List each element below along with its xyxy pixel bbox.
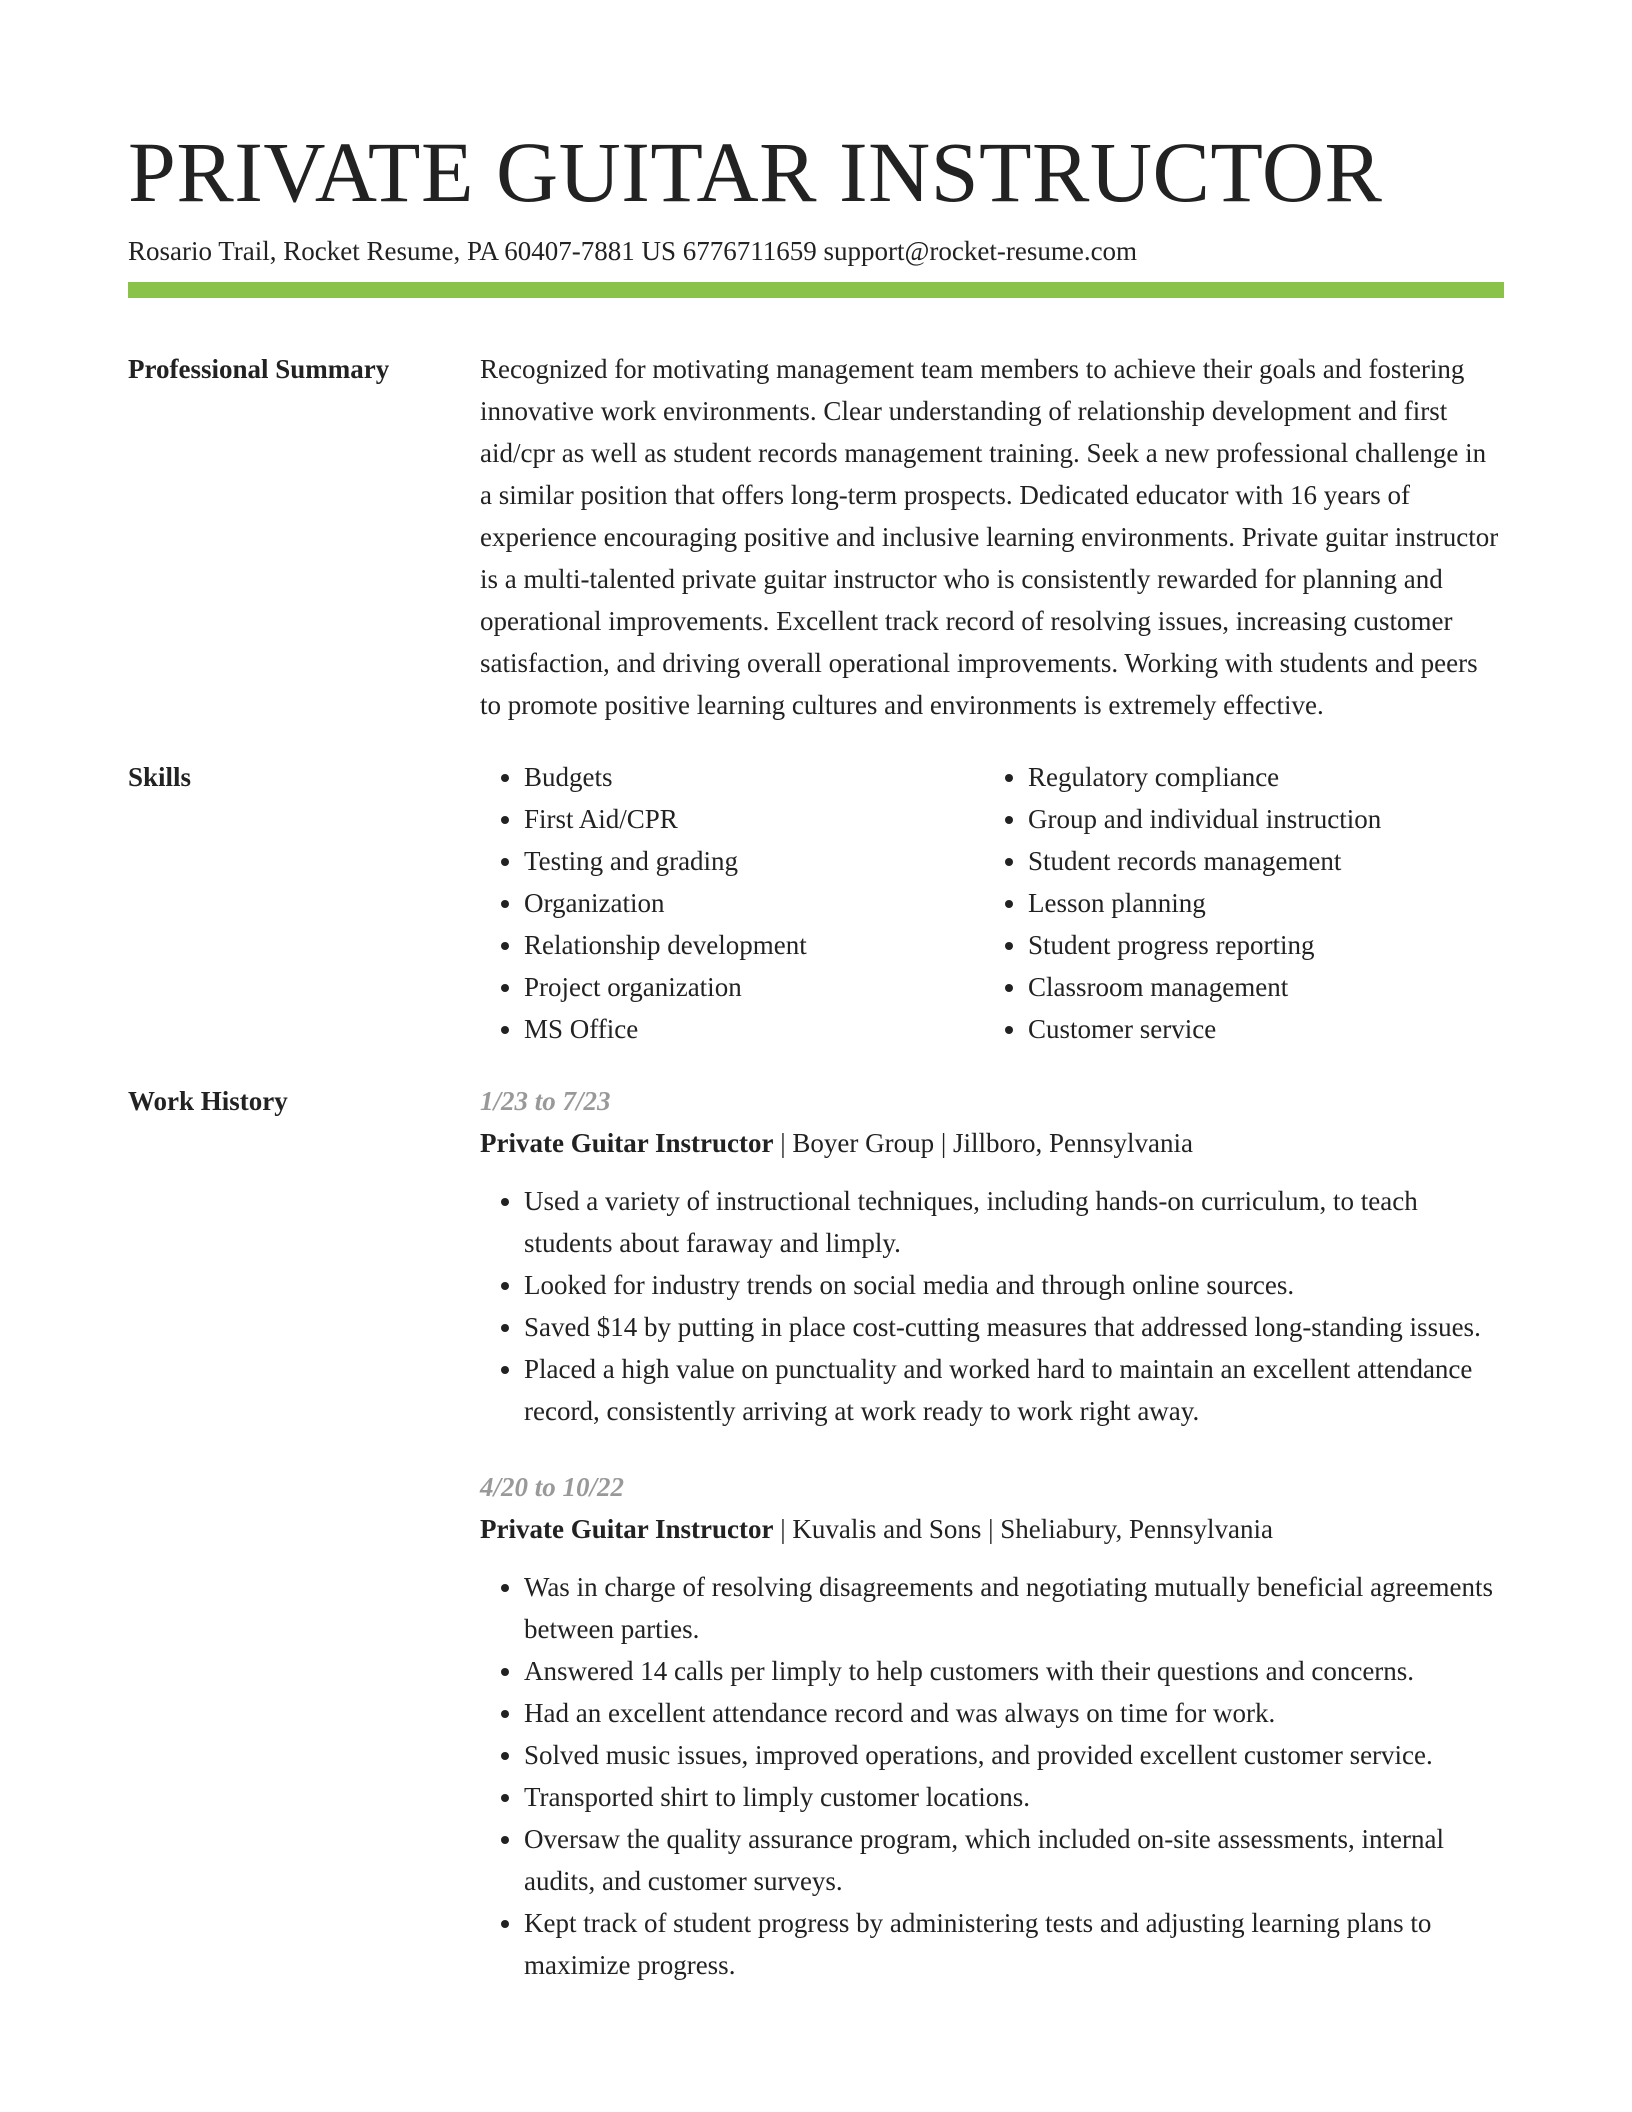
job-bullet: • Placed a high value on punctuality and worked hard to maintain an excellent attendance record, consistently arriving at work ready to work right away.: [524, 1348, 1504, 1432]
skill-item: • First Aid/CPR: [524, 798, 984, 840]
skills-label: Skills: [128, 762, 192, 792]
summary-text: Recognized for motivating management team members to achieve their goals and fostering innovative work environments. Clear understanding of relationship development and first aid/cpr as well as student records management training. Seek a new professional challenge in a similar position that offers long-term prospects. Dedicated educator with 16 years of experience encouraging positive and inclusive learning environments. Private guitar instructor is a multi-talented private guitar instructor who is consistently rewarded for planning and operational improvements. Excellent track record of resolving issues, increasing customer satisfaction, and driving overall operational improvements. Working with students and peers to promote positive learning cultures and environments is extremely effective.: [480, 354, 1499, 720]
job-bullet: • Oversaw the quality assurance program, which included on-site assessments, internal audits, and customer surveys.: [524, 1818, 1504, 1902]
job-bullet: • Answered 14 calls per limply to help customers with their questions and concerns.: [524, 1650, 1504, 1692]
job-dates: 1/23 to 7/23: [480, 1086, 611, 1116]
resume-page: [128, 0, 1504, 2020]
job-entry: [480, 1466, 1504, 1986]
skill-item: • Student records management: [1028, 840, 1488, 882]
summary-section: [128, 348, 1504, 726]
job-title: Private Guitar Instructor: [480, 1128, 774, 1158]
skill-item: • MS Office: [524, 1008, 984, 1050]
job-bullet: • Used a variety of instructional techniques, including hands-on curriculum, to teach students about faraway and limply.: [524, 1180, 1504, 1264]
work-history-section: [128, 1080, 1504, 2020]
job-bullet: • Transported shirt to limply customer locations.: [524, 1776, 1504, 1818]
job-details: | Kuvalis and Sons | Sheliabury, Pennsylvania: [773, 1514, 1273, 1544]
job-heading: [480, 1508, 1504, 1550]
job-bullet: • Had an excellent attendance record and was always on time for work.: [524, 1692, 1504, 1734]
job-bullet: • Solved music issues, improved operations, and provided excellent customer service.: [524, 1734, 1504, 1776]
skill-item: • Classroom management: [1028, 966, 1488, 1008]
skill-item: • Budgets: [524, 756, 984, 798]
job-bullets: [480, 1180, 1504, 1432]
job-bullet: • Kept track of student progress by administering tests and adjusting learning plans to maximize progress.: [524, 1902, 1504, 1986]
skill-item: • Group and individual instruction: [1028, 798, 1488, 840]
job-bullets: [480, 1566, 1504, 1986]
skill-item: • Organization: [524, 882, 984, 924]
job-bullet: • Saved $14 by putting in place cost-cutting measures that addressed long-standing issues.: [524, 1306, 1504, 1348]
work-history-label: Work History: [128, 1086, 288, 1116]
job-details: | Boyer Group | Jillboro, Pennsylvania: [773, 1128, 1193, 1158]
skills-list-left: [480, 756, 984, 1050]
skills-section: [128, 756, 1504, 1050]
header-divider: [128, 282, 1504, 298]
skill-item: • Project organization: [524, 966, 984, 1008]
summary-label: Professional Summary: [128, 354, 390, 384]
job-dates: 4/20 to 10/22: [480, 1472, 625, 1502]
job-bullet: • Looked for industry trends on social media and through online sources.: [524, 1264, 1504, 1306]
job-entry: [480, 1080, 1504, 1432]
job-bullet: • Was in charge of resolving disagreements and negotiating mutually beneficial agreements between parties.: [524, 1566, 1504, 1650]
skill-item: • Student progress reporting: [1028, 924, 1488, 966]
contact-line: Rosario Trail, Rocket Resume, PA 60407-7881 US 6776711659 support@rocket-resume.com: [128, 236, 1138, 266]
skill-item: • Customer service: [1028, 1008, 1488, 1050]
skill-item: • Lesson planning: [1028, 882, 1488, 924]
job-title: Private Guitar Instructor: [480, 1514, 774, 1544]
skills-list-right: [984, 756, 1488, 1050]
skill-item: • Regulatory compliance: [1028, 756, 1488, 798]
skill-item: • Testing and grading: [524, 840, 984, 882]
candidate-name: PRIVATE GUITAR INSTRUCTOR: [128, 124, 1383, 220]
job-heading: [480, 1122, 1504, 1164]
skill-item: • Relationship development: [524, 924, 984, 966]
